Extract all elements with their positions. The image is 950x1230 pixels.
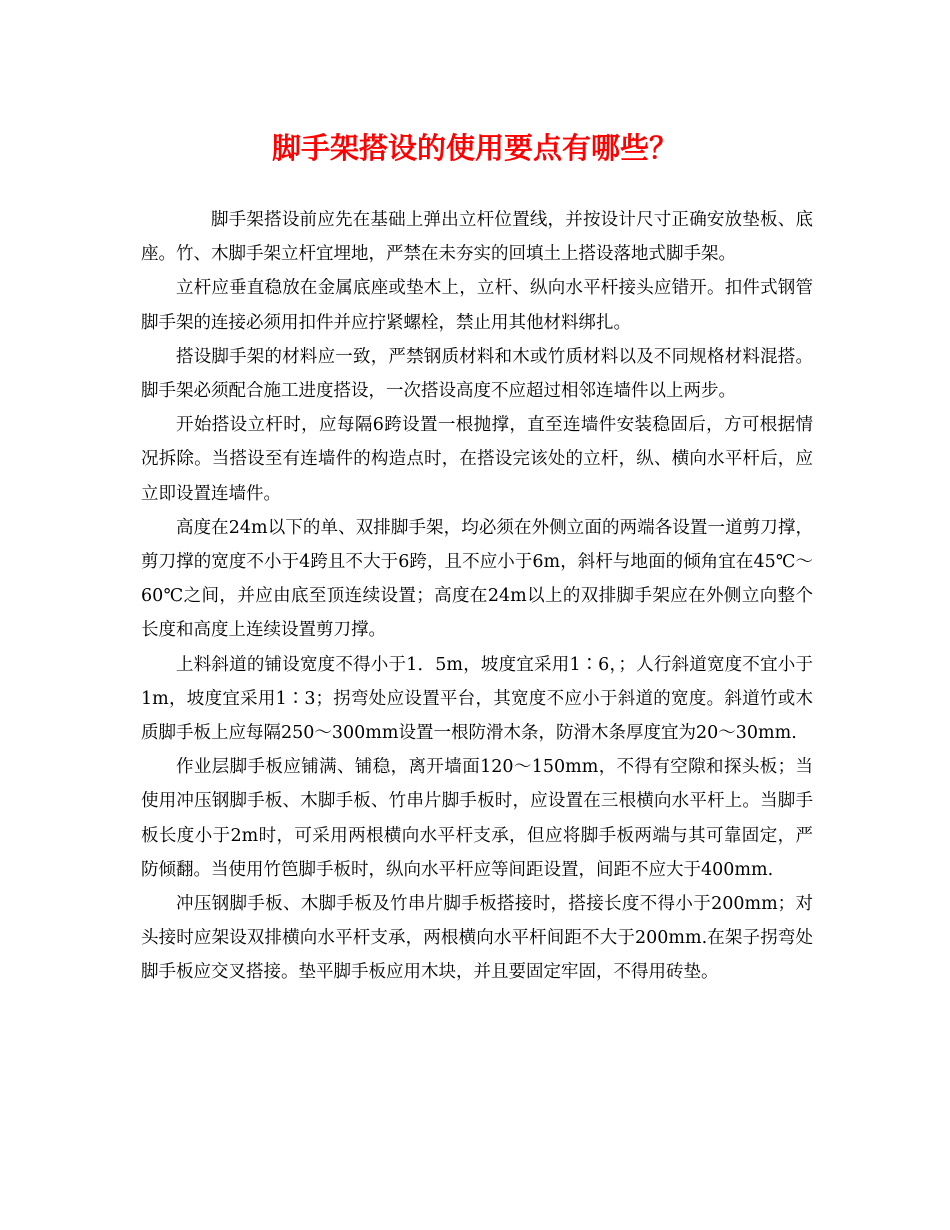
paragraph-7: 作业层脚手板应铺满、铺稳，离开墙面120～150mm，不得有空隙和探头板；当使用冲压钢脚手板、木脚手板、竹串片脚手板时，应设置在三根横向水平杆上。当脚手板长度小于2m时，可采用两根横向水平杆支承，但应将脚手板两端与其可靠固定，严防倾翻。当使用竹笆脚手板时，纵向水平杆应等间距设置，间距不应大于400mm.: [141, 757, 813, 880]
page-title: 脚手架搭设的使用要点有哪些？: [271, 131, 678, 165]
paragraph-5: 高度在24m以下的单、双排脚手架，均必须在外侧立面的两端各设置一道剪刀撑，剪刀撑的宽度不小于4跨且不大于6跨，且不应小于6m，斜杆与地面的倾角宜在45℃～60℃之间，并应由底至顶连续设置；高度在24m以上的双排脚手架应在外侧立向整个长度和高度上连续设置剪刀撑。: [141, 517, 813, 641]
paragraph-4: 开始搭设立杆时，应每隔6跨设置一根抛撑，直至连墙件安装稳固后，方可根据情况拆除。当搭设至有连墙件的构造点时，在搭设完该处的立杆，纵、横向水平杆后，应立即设置连墙件。: [141, 415, 813, 504]
paragraph-6: 上料斜道的铺设宽度不得小于1．5m，坡度宜采用1∶6，；人行斜道宽度不宜小于1m，坡度宜采用1∶3；拐弯处应设置平台，其宽度不应小于斜道的宽度。斜道竹或木质脚手板上应每隔250～300mm设置一根防滑木条，防滑木条厚度宜为20～30mm.: [141, 654, 813, 744]
paragraph-8: 冲压钢脚手板、木脚手板及竹串片脚手板搭接时，搭接长度不得小于200mm；对头接时应架设双排横向水平杆支承，两根横向水平杆间距不大于200mm.在架子拐弯处脚手板应交叉搭接。垫平脚手板应用木块，并且要固定牢固，不得用砖垫。: [141, 894, 813, 983]
document-body: [141, 203, 813, 990]
paragraph-3: 搭设脚手架的材料应一致，严禁钢质材料和木或竹质材料以及不同规格材料混搭。脚手架必须配合施工进度搭设，一次搭设高度不应超过相邻连墙件以上两步。: [141, 346, 813, 402]
paragraph-2: 立杆应垂直稳放在金属底座或垫木上，立杆、纵向水平杆接头应错开。扣件式钢管脚手架的连接必须用扣件并应拧紧螺栓，禁止用其他材料绑扎。: [141, 278, 813, 333]
paragraph-1: 脚手架搭设前应先在基础上弹出立杆位置线，并按设计尺寸正确安放垫板、底座。竹、木脚手架立杆宜埋地，严禁在未夯实的回填土上搭设落地式脚手架。: [141, 210, 813, 265]
